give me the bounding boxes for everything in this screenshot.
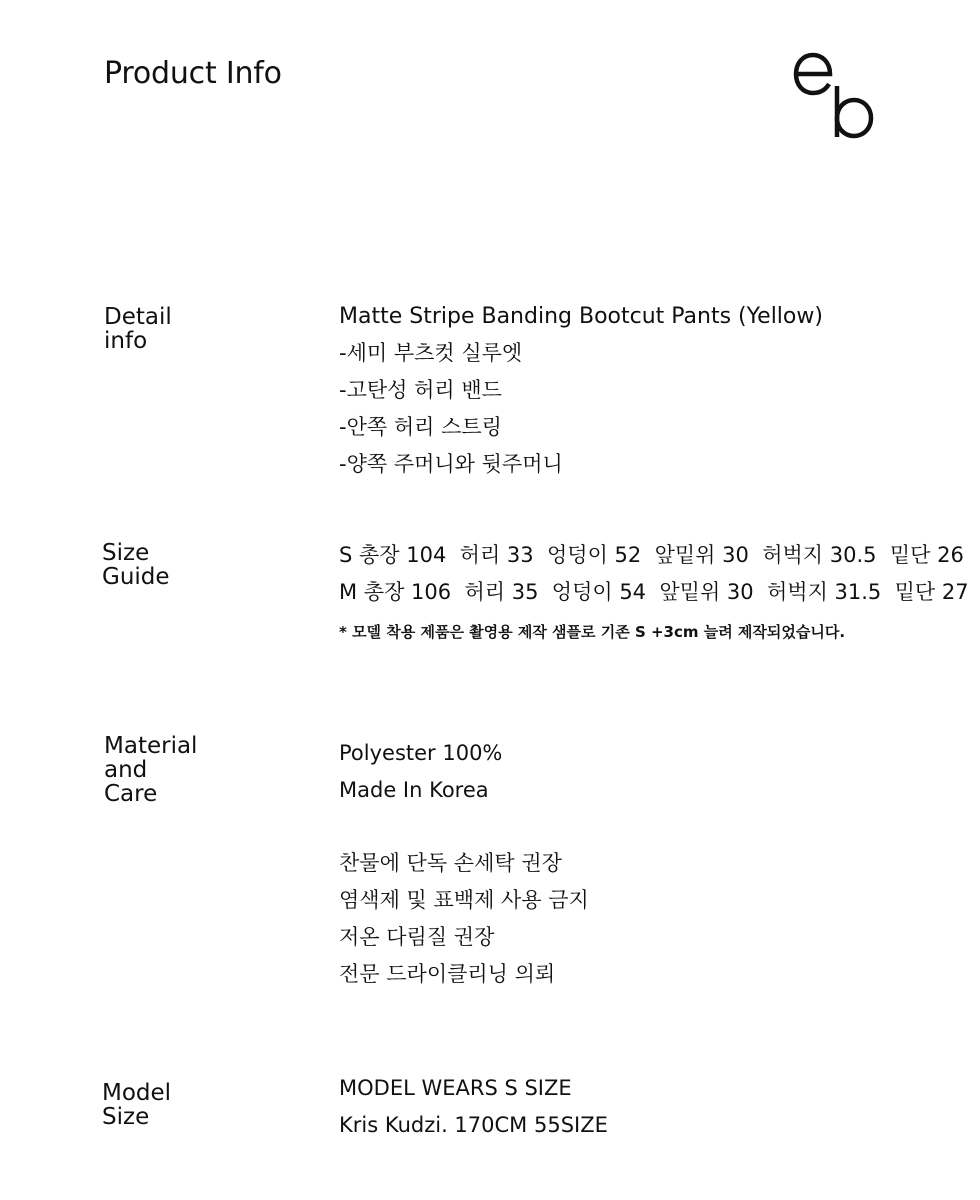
size-row-s: S 총장 104 허리 33 엉덩이 52 앞밑위 30 허벅지 30.5 밑단 26 (339, 543, 964, 567)
material-care-content (339, 735, 589, 993)
size-guide-content (339, 537, 969, 642)
model-wears-line: MODEL WEARS S SIZE (339, 1076, 572, 1100)
care-line: 전문 드라이클리닝 의뢰 (339, 962, 556, 986)
spacer (339, 809, 589, 845)
material-line: Polyester 100% (339, 741, 503, 765)
brand-logo-icon (790, 44, 890, 144)
detail-line: -고탄성 허리 밴드 (339, 378, 502, 402)
care-line: 찬물에 단독 손세탁 권장 (339, 851, 562, 875)
detail-line: -양쪽 주머니와 뒷주머니 (339, 452, 563, 476)
brand-logo (790, 44, 890, 144)
detail-line: -안쪽 허리 스트링 (339, 415, 502, 439)
model-size-content (339, 1070, 608, 1144)
material-care-label: Material and Care (104, 733, 198, 807)
product-name: Matte Stripe Banding Bootcut Pants (Yellow) (339, 304, 823, 329)
care-line: 염색제 및 표백제 사용 금지 (339, 888, 589, 912)
origin-line: Made In Korea (339, 778, 489, 802)
detail-line: -세미 부츠컷 실루엣 (339, 341, 523, 365)
model-info-line: Kris Kudzi. 170CM 55SIZE (339, 1113, 608, 1137)
size-row-m: M 총장 106 허리 35 엉덩이 54 앞밑위 30 허벅지 31.5 밑단 27 (339, 580, 969, 604)
detail-info-content (339, 298, 823, 483)
size-guide-label: Size Guide (102, 540, 170, 590)
detail-info-label: Detail info (104, 304, 172, 354)
size-note: * 모델 착용 제품은 촬영용 제작 샘플로 기존 S +3cm 늘려 제작되었습니다. (339, 623, 846, 641)
model-size-label: Model Size (102, 1080, 172, 1130)
care-line: 저온 다림질 권장 (339, 925, 495, 949)
page-title: Product Info (104, 56, 282, 91)
